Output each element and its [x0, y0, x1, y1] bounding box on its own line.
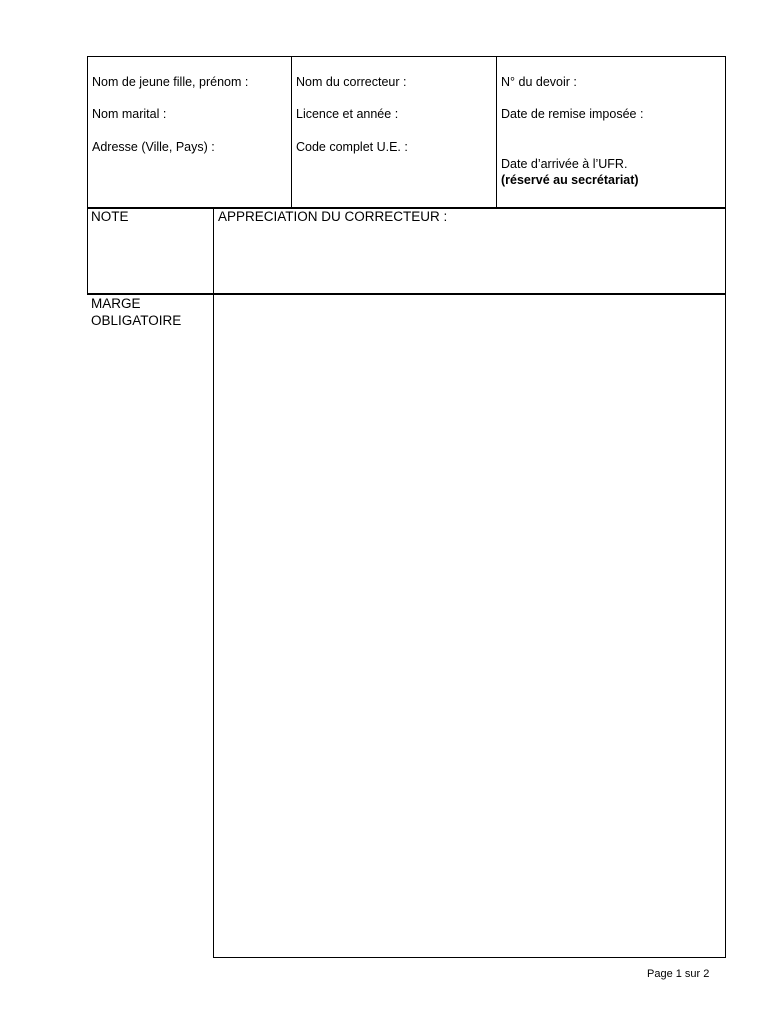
margin-label-line-2: OBLIGATOIRE: [91, 313, 182, 328]
assignment-number-field: N° du devoir :: [501, 75, 577, 89]
secretariat-note: (réservé au secrétariat): [501, 173, 639, 187]
grading-divider: [213, 208, 214, 958]
header-right-border: [725, 56, 726, 295]
married-name-field: Nom marital :: [92, 107, 167, 121]
margin-label-line-1: MARGE: [91, 296, 141, 311]
grading-bottom-border: [87, 293, 726, 295]
note-label: NOTE: [91, 209, 129, 224]
header-top-border: [87, 56, 726, 57]
license-year-field: Licence et année :: [296, 107, 399, 121]
address-field: Adresse (Ville, Pays) :: [92, 140, 215, 154]
header-divider-2: [496, 56, 497, 208]
header-divider-1: [291, 56, 292, 208]
answer-area-bottom-border: [213, 957, 726, 958]
answer-area-right-border: [725, 294, 726, 958]
ue-code-field: Code complet U.E. :: [296, 140, 408, 154]
maiden-name-field: Nom de jeune fille, prénom :: [92, 75, 249, 89]
answer-writing-space[interactable]: [215, 296, 724, 956]
header-left-border: [87, 56, 88, 295]
appreciation-label: APPRECIATION DU CORRECTEUR :: [218, 209, 448, 224]
arrival-date-field: Date d’arrivée à l’UFR.: [501, 157, 628, 171]
page-indicator: Page 1 sur 2: [647, 968, 710, 980]
due-date-field: Date de remise imposée :: [501, 107, 644, 121]
corrector-name-field: Nom du correcteur :: [296, 75, 407, 89]
